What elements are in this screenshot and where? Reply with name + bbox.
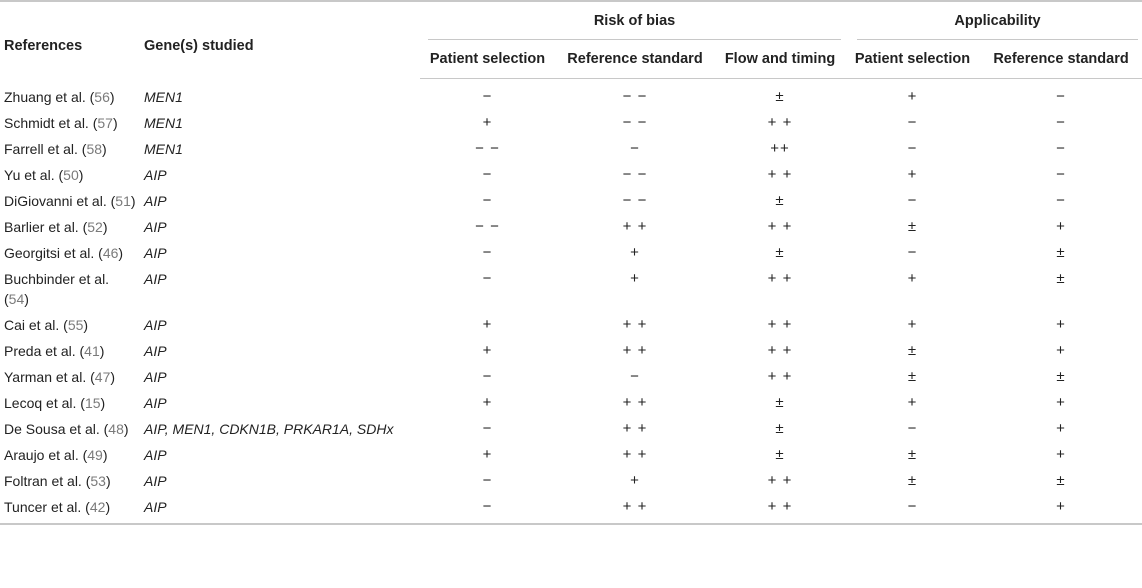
reference-cell: Preda et al. (41) — [4, 343, 105, 359]
risk-patient-selection-cell: − — [420, 494, 555, 524]
risk-flow-timing-cell: ± — [775, 88, 785, 105]
risk-patient-selection-cell: − — [482, 472, 493, 489]
citation-link[interactable]: 51 — [115, 193, 131, 209]
risk-reference-standard-cell: + + — [622, 394, 648, 411]
genes-cell: AIP — [144, 447, 167, 463]
citation-link[interactable]: 58 — [86, 141, 103, 157]
risk-patient-selection-cell: − — [482, 270, 493, 287]
risk-reference-standard-cell: + — [630, 244, 640, 261]
table-row — [0, 214, 1142, 240]
genes-cell: AIP — [144, 245, 167, 261]
reference-cell: Lecoq et al. (15) — [4, 395, 106, 411]
header-applicability: Applicability — [845, 1, 1142, 40]
risk-reference-standard-cell: − − — [622, 166, 648, 183]
risk-flow-timing-cell: + + — [767, 218, 793, 235]
genes-cell: AIP — [144, 473, 167, 489]
reference-cell: Araujo et al. (49) — [4, 447, 108, 463]
applicability-reference-standard-cell: − — [1056, 88, 1066, 105]
applicability-patient-selection-cell: − — [907, 420, 918, 437]
risk-flow-timing-cell: + + — [715, 494, 845, 524]
applicability-patient-selection-cell: ± — [907, 218, 918, 235]
citation-link[interactable]: 50 — [63, 167, 79, 183]
header-patient-selection: Patient selection — [420, 40, 555, 79]
risk-reference-standard-cell: − − — [622, 88, 648, 105]
genes-cell: AIP — [140, 494, 420, 524]
table-row — [0, 240, 1142, 266]
header-flow-and-timing: Flow and timing — [715, 40, 845, 79]
reference-cell: De Sousa et al. (48) — [4, 421, 129, 437]
risk-reference-standard-cell: + + — [622, 342, 648, 359]
applicability-patient-selection-cell: + — [907, 316, 918, 333]
table-row — [0, 79, 1142, 111]
risk-patient-selection-cell: − — [482, 244, 493, 261]
citation-link[interactable]: 52 — [87, 219, 103, 235]
risk-reference-standard-cell: + + — [622, 316, 648, 333]
risk-patient-selection-cell: − — [482, 192, 493, 209]
risk-reference-standard-cell: + + — [622, 218, 648, 235]
risk-patient-selection-cell: − − — [475, 218, 500, 235]
applicability-reference-standard-cell: + — [1056, 316, 1066, 333]
citation-link[interactable]: 46 — [102, 245, 119, 261]
header-genes: Gene(s) studied — [140, 1, 420, 79]
reference-cell: Tuncer et al. (42) — [0, 494, 140, 524]
reference-cell: Schmidt et al. (57) — [4, 115, 118, 131]
risk-reference-standard-cell: − — [630, 368, 640, 385]
risk-patient-selection-cell: − — [482, 166, 493, 183]
applicability-reference-standard-cell: + — [1056, 394, 1066, 411]
table-row — [0, 494, 1142, 524]
reference-cell: Buchbinder et al. (54) — [4, 271, 110, 307]
genes-cell: AIP — [144, 343, 167, 359]
risk-flow-timing-cell: + + — [767, 472, 793, 489]
citation-link[interactable]: 15 — [84, 395, 101, 411]
applicability-reference-standard-cell: ± — [1056, 270, 1066, 287]
table-row — [0, 266, 1142, 312]
reference-cell: Georgitsi et al. (46) — [4, 245, 124, 261]
genes-cell: AIP — [144, 167, 167, 183]
genes-cell: MEN1 — [144, 115, 183, 131]
risk-flow-timing-cell: ++ — [770, 140, 790, 157]
table-row — [0, 442, 1142, 468]
table-row — [0, 468, 1142, 494]
genes-cell: MEN1 — [144, 141, 183, 157]
applicability-patient-selection-cell: ± — [907, 446, 918, 463]
risk-flow-timing-cell: ± — [775, 192, 785, 209]
genes-cell: AIP — [144, 395, 167, 411]
citation-link[interactable]: 42 — [89, 499, 106, 515]
applicability-reference-standard-cell: + — [980, 494, 1142, 524]
citation-link[interactable]: 53 — [90, 473, 106, 489]
reference-cell: Barlier et al. (52) — [4, 219, 108, 235]
reference-cell: Cai et al. (55) — [4, 317, 89, 333]
risk-patient-selection-cell: − − — [475, 140, 500, 157]
reference-cell: Foltran et al. (53) — [4, 473, 111, 489]
applicability-patient-selection-cell: − — [845, 494, 980, 524]
applicability-reference-standard-cell: + — [1056, 420, 1066, 437]
header-references: References — [0, 1, 140, 79]
applicability-patient-selection-cell: + — [907, 270, 918, 287]
risk-reference-standard-cell: + + — [555, 494, 715, 524]
citation-link[interactable]: 54 — [8, 291, 25, 307]
reference-cell: Yarman et al. (47) — [4, 369, 116, 385]
risk-patient-selection-cell: − — [482, 420, 493, 437]
genes-cell: AIP — [144, 193, 167, 209]
reference-cell: Yu et al. (50) — [4, 167, 84, 183]
genes-cell: AIP, MEN1, CDKN1B, PRKAR1A, SDHx — [144, 421, 394, 437]
citation-link[interactable]: 47 — [94, 369, 111, 385]
risk-patient-selection-cell: + — [482, 394, 493, 411]
risk-reference-standard-cell: − − — [622, 114, 648, 131]
genes-cell: AIP — [144, 369, 167, 385]
risk-flow-timing-cell: ± — [775, 446, 785, 463]
risk-patient-selection-cell: + — [482, 316, 493, 333]
risk-flow-timing-cell: ± — [775, 244, 785, 261]
risk-flow-timing-cell: + + — [767, 166, 793, 183]
applicability-reference-standard-cell: + — [1056, 342, 1066, 359]
citation-link[interactable]: 56 — [94, 88, 110, 105]
applicability-patient-selection-cell: − — [907, 140, 918, 157]
applicability-patient-selection-cell: ± — [907, 342, 918, 359]
table-row — [0, 390, 1142, 416]
risk-patient-selection-cell: + — [482, 342, 493, 359]
table-row — [0, 188, 1142, 214]
risk-reference-standard-cell: + — [630, 270, 640, 287]
citation-link[interactable]: 55 — [67, 317, 84, 333]
risk-reference-standard-cell: + + — [622, 420, 648, 437]
risk-flow-timing-cell: + + — [767, 368, 793, 385]
risk-patient-selection-cell: − — [482, 88, 493, 105]
applicability-patient-selection-cell: + — [907, 88, 918, 105]
table-row — [0, 110, 1142, 136]
header-risk-of-bias: Risk of bias — [420, 1, 845, 40]
applicability-reference-standard-cell: ± — [1056, 472, 1066, 489]
risk-flow-timing-cell: + + — [767, 342, 793, 359]
genes-cell: MEN1 — [144, 88, 183, 105]
reference-cell: Farrell et al. (58) — [4, 141, 107, 157]
risk-patient-selection-cell: − — [482, 368, 493, 385]
reference-cell: Zhuang et al. (56) — [4, 88, 115, 105]
table-row — [0, 162, 1142, 188]
risk-flow-timing-cell: + + — [767, 316, 793, 333]
table-row — [0, 364, 1142, 390]
genes-cell: AIP — [144, 219, 167, 235]
risk-flow-timing-cell: + + — [767, 114, 793, 131]
applicability-patient-selection-cell: − — [907, 192, 918, 209]
applicability-patient-selection-cell: ± — [907, 472, 918, 489]
citation-link[interactable]: 57 — [97, 115, 113, 131]
genes-cell: AIP — [144, 271, 167, 287]
applicability-reference-standard-cell: + — [1056, 218, 1066, 235]
header-reference-standard: Reference standard — [555, 40, 715, 79]
table-row — [0, 416, 1142, 442]
applicability-reference-standard-cell: − — [1056, 166, 1066, 183]
risk-reference-standard-cell: + — [630, 472, 640, 489]
applicability-patient-selection-cell: − — [907, 114, 918, 131]
table-row — [0, 136, 1142, 162]
citation-link[interactable]: 41 — [84, 343, 100, 359]
applicability-patient-selection-cell: ± — [907, 368, 918, 385]
risk-flow-timing-cell: ± — [775, 394, 785, 411]
risk-flow-timing-cell: + + — [767, 270, 793, 287]
risk-reference-standard-cell: − — [630, 140, 640, 157]
applicability-reference-standard-cell: ± — [1056, 244, 1066, 261]
applicability-patient-selection-cell: + — [907, 166, 918, 183]
applicability-reference-standard-cell: − — [1056, 192, 1066, 209]
applicability-patient-selection-cell: + — [907, 394, 918, 411]
reference-cell: DiGiovanni et al. (51) — [4, 193, 136, 209]
applicability-reference-standard-cell: + — [1056, 446, 1066, 463]
risk-patient-selection-cell: + — [482, 446, 493, 463]
applicability-reference-standard-cell: ± — [1056, 368, 1066, 385]
citation-link[interactable]: 48 — [108, 421, 124, 437]
header-app-patient-selection: Patient selection — [845, 40, 980, 79]
genes-cell: AIP — [144, 317, 167, 333]
risk-reference-standard-cell: − − — [622, 192, 648, 209]
risk-patient-selection-cell: + — [482, 114, 493, 131]
applicability-reference-standard-cell: − — [1056, 140, 1066, 157]
table-row — [0, 312, 1142, 338]
citation-link[interactable]: 49 — [87, 447, 103, 463]
risk-reference-standard-cell: + + — [622, 446, 648, 463]
table-row — [0, 338, 1142, 364]
header-app-reference-standard: Reference standard — [980, 40, 1142, 79]
applicability-patient-selection-cell: − — [907, 244, 918, 261]
applicability-reference-standard-cell: − — [1056, 114, 1066, 131]
risk-flow-timing-cell: ± — [775, 420, 785, 437]
